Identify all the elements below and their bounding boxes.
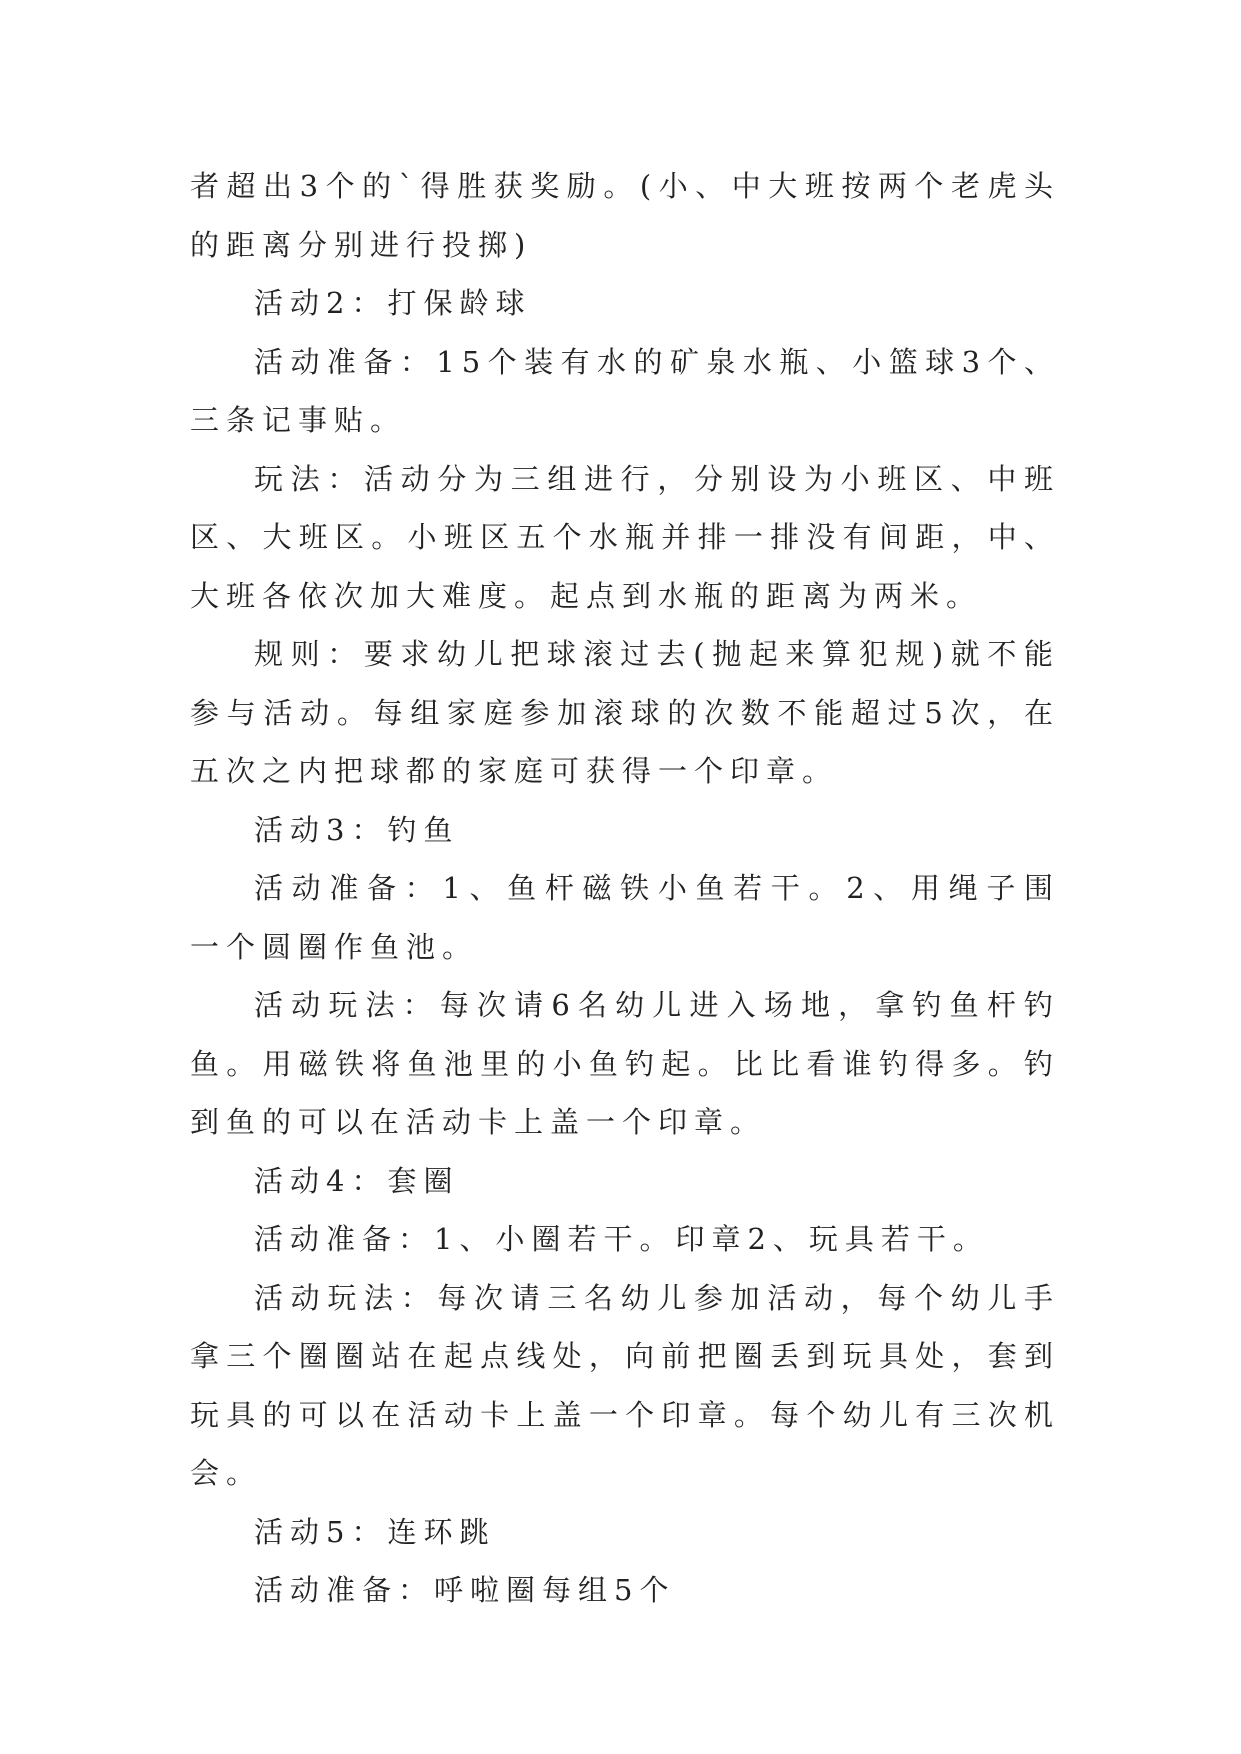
document-body <box>190 157 1060 1620</box>
paragraph-activity-4-gameplay: 活动玩法：每次请三名幼儿参加活动，每个幼儿手拿三个圈圈站在起点线处，向前把圈丢到玩具处，套到玩具的可以在活动卡上盖一个印章。每个幼儿有三次机会。 <box>190 1280 1060 1490</box>
paragraph-activity-3-gameplay: 活动玩法：每次请6名幼儿进入场地，拿钓鱼杆钓鱼。用磁铁将鱼池里的小鱼钓起。比比看谁钓得多。钓到鱼的可以在活动卡上盖一个印章。 <box>190 988 1060 1139</box>
paragraph-activity-2-gameplay: 玩法：活动分为三组进行，分别设为小班区、中班区、大班区。小班区五个水瓶并排一排没有间距，中、大班各依次加大难度。起点到水瓶的距离为两米。 <box>190 461 1060 613</box>
paragraph-activity-3-preparation: 活动准备：1、鱼杆磁铁小鱼若干。2、用绳子围一个圆圈作鱼池。 <box>190 871 1060 964</box>
paragraph-continuation: 者超出3个的`得胜获奖励。(小、中大班按两个老虎头的距离分别进行投掷) <box>190 169 1060 262</box>
heading-activity-5: 活动5：连环跳 <box>254 1514 496 1549</box>
paragraph-activity-4-preparation: 活动准备：1、小圈若干。印章2、玩具若干。 <box>254 1222 989 1256</box>
paragraph-activity-5-preparation: 活动准备：呼啦圈每组5个 <box>254 1573 676 1607</box>
paragraph-activity-2-rules: 规则：要求幼儿把球滚过去(抛起来算犯规)就不能参与活动。每组家庭参加滚球的次数不能超过5次，在五次之内把球都的家庭可获得一个印章。 <box>190 637 1060 788</box>
heading-activity-4: 活动4：套圈 <box>254 1163 460 1198</box>
heading-activity-3: 活动3：钓鱼 <box>254 812 460 847</box>
paragraph-activity-2-preparation: 活动准备：15个装有水的矿泉水瓶、小篮球3个、三条记事贴。 <box>190 344 1060 437</box>
heading-activity-2: 活动2：打保龄球 <box>254 286 532 320</box>
